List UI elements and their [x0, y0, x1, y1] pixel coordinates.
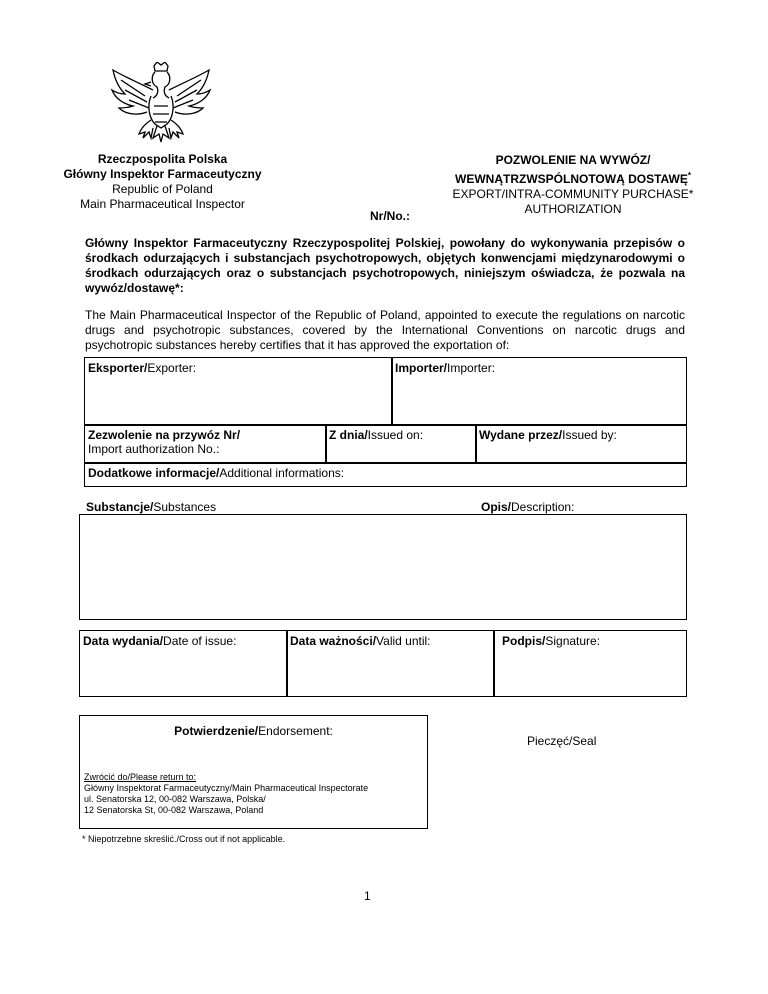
- issuer-authority-pl: Główny Inspektor Farmaceutyczny: [63, 167, 262, 181]
- signature-label: Podpis/Signature:: [502, 634, 601, 648]
- issued-on-box[interactable]: [325, 424, 477, 464]
- issuer-header: [40, 152, 285, 212]
- additional-info-box[interactable]: [84, 462, 687, 487]
- exporter-box[interactable]: [84, 357, 393, 426]
- page-number: 1: [364, 889, 371, 903]
- issuer-authority-en: Main Pharmaceutical Inspector: [80, 197, 245, 211]
- description-label: Opis/Description:: [481, 500, 575, 514]
- title-line-2-text: WEWNĄTRZWSPÓLNOTOWĄ DOSTAWĘ: [455, 172, 688, 186]
- polish-eagle-emblem: [107, 62, 215, 144]
- import-authorization-label: Zezwolenie na przywóz Nr/ Import authorization No.:: [88, 428, 241, 456]
- issued-on-label: Z dnia/Issued on:: [329, 428, 424, 442]
- endorsement-title: Potwierdzenie/Endorsement:: [174, 724, 333, 738]
- import-authorization-box[interactable]: [84, 424, 327, 464]
- importer-box[interactable]: [391, 357, 687, 426]
- document-number-label: Nr/No.:: [370, 209, 410, 223]
- return-to-label: Zwrócić do/Please return to:: [84, 772, 197, 782]
- footnote: * Niepotrzebne skreślić./Cross out if not applicable.: [82, 834, 286, 844]
- issued-by-label: Wydane przez/Issued by:: [479, 428, 617, 442]
- return-address: [84, 772, 368, 816]
- importer-label: Importer/Importer:: [395, 361, 496, 375]
- return-address-line-1: Główny Inspektorat Farmaceutyczny/Main Pharmaceutical Inspectorate: [84, 783, 369, 793]
- title-line-4: AUTHORIZATION: [524, 202, 622, 216]
- valid-until-label: Data ważności/Valid until:: [290, 634, 431, 648]
- title-line-2: [418, 168, 728, 187]
- footnote-marker: *: [687, 171, 691, 180]
- date-of-issue-label: Data wydania/Date of issue:: [83, 634, 237, 648]
- return-address-line-2: ul. Senatorska 12, 00-082 Warszawa, Polska/: [84, 794, 266, 804]
- seal-label: Pieczęć/Seal: [527, 734, 597, 748]
- valid-until-box[interactable]: [286, 630, 495, 697]
- signature-box[interactable]: [493, 630, 687, 697]
- title-line-3: EXPORT/INTRA-COMMUNITY PURCHASE*: [452, 187, 694, 201]
- return-address-line-3: 12 Senatorska St, 00-082 Warszawa, Poland: [84, 805, 264, 815]
- issuer-country-en: Republic of Poland: [112, 182, 213, 196]
- intro-paragraph-pl: Główny Inspektor Farmaceutyczny Rzeczypospolitej Polskiej, powołany do wykonywania przepisów o środkach odurzających i substancjach psychotropowych, objętych konwencjami międzynarodowymi o środkach odurzających oraz o substancjach psychotropowych, niniejszym oświadcza, że pozwala na wywóz/dostawę*:: [85, 236, 685, 295]
- issued-by-box[interactable]: [475, 424, 687, 464]
- title-line-1: POZWOLENIE NA WYWÓZ/: [495, 153, 651, 167]
- substances-description-box[interactable]: [79, 514, 687, 620]
- document-title: [418, 153, 728, 217]
- endorsement-box[interactable]: [79, 715, 428, 829]
- intro-paragraph-en: The Main Pharmaceutical Inspector of the Republic of Poland, appointed to execute the regulations on narcotic drugs and psychotropic substances, covered by the International Conventions on narcotic drugs and psychotropic substances hereby certifies that it has approved the exportation of:: [85, 308, 685, 352]
- date-of-issue-box[interactable]: [79, 630, 288, 697]
- exporter-label: Eksporter/Exporter:: [88, 361, 197, 375]
- issuer-country-pl: Rzeczpospolita Polska: [97, 152, 228, 166]
- additional-info-label: Dodatkowe informacje/Additional informations:: [88, 466, 345, 480]
- substances-label: Substancje/Substances: [86, 500, 217, 514]
